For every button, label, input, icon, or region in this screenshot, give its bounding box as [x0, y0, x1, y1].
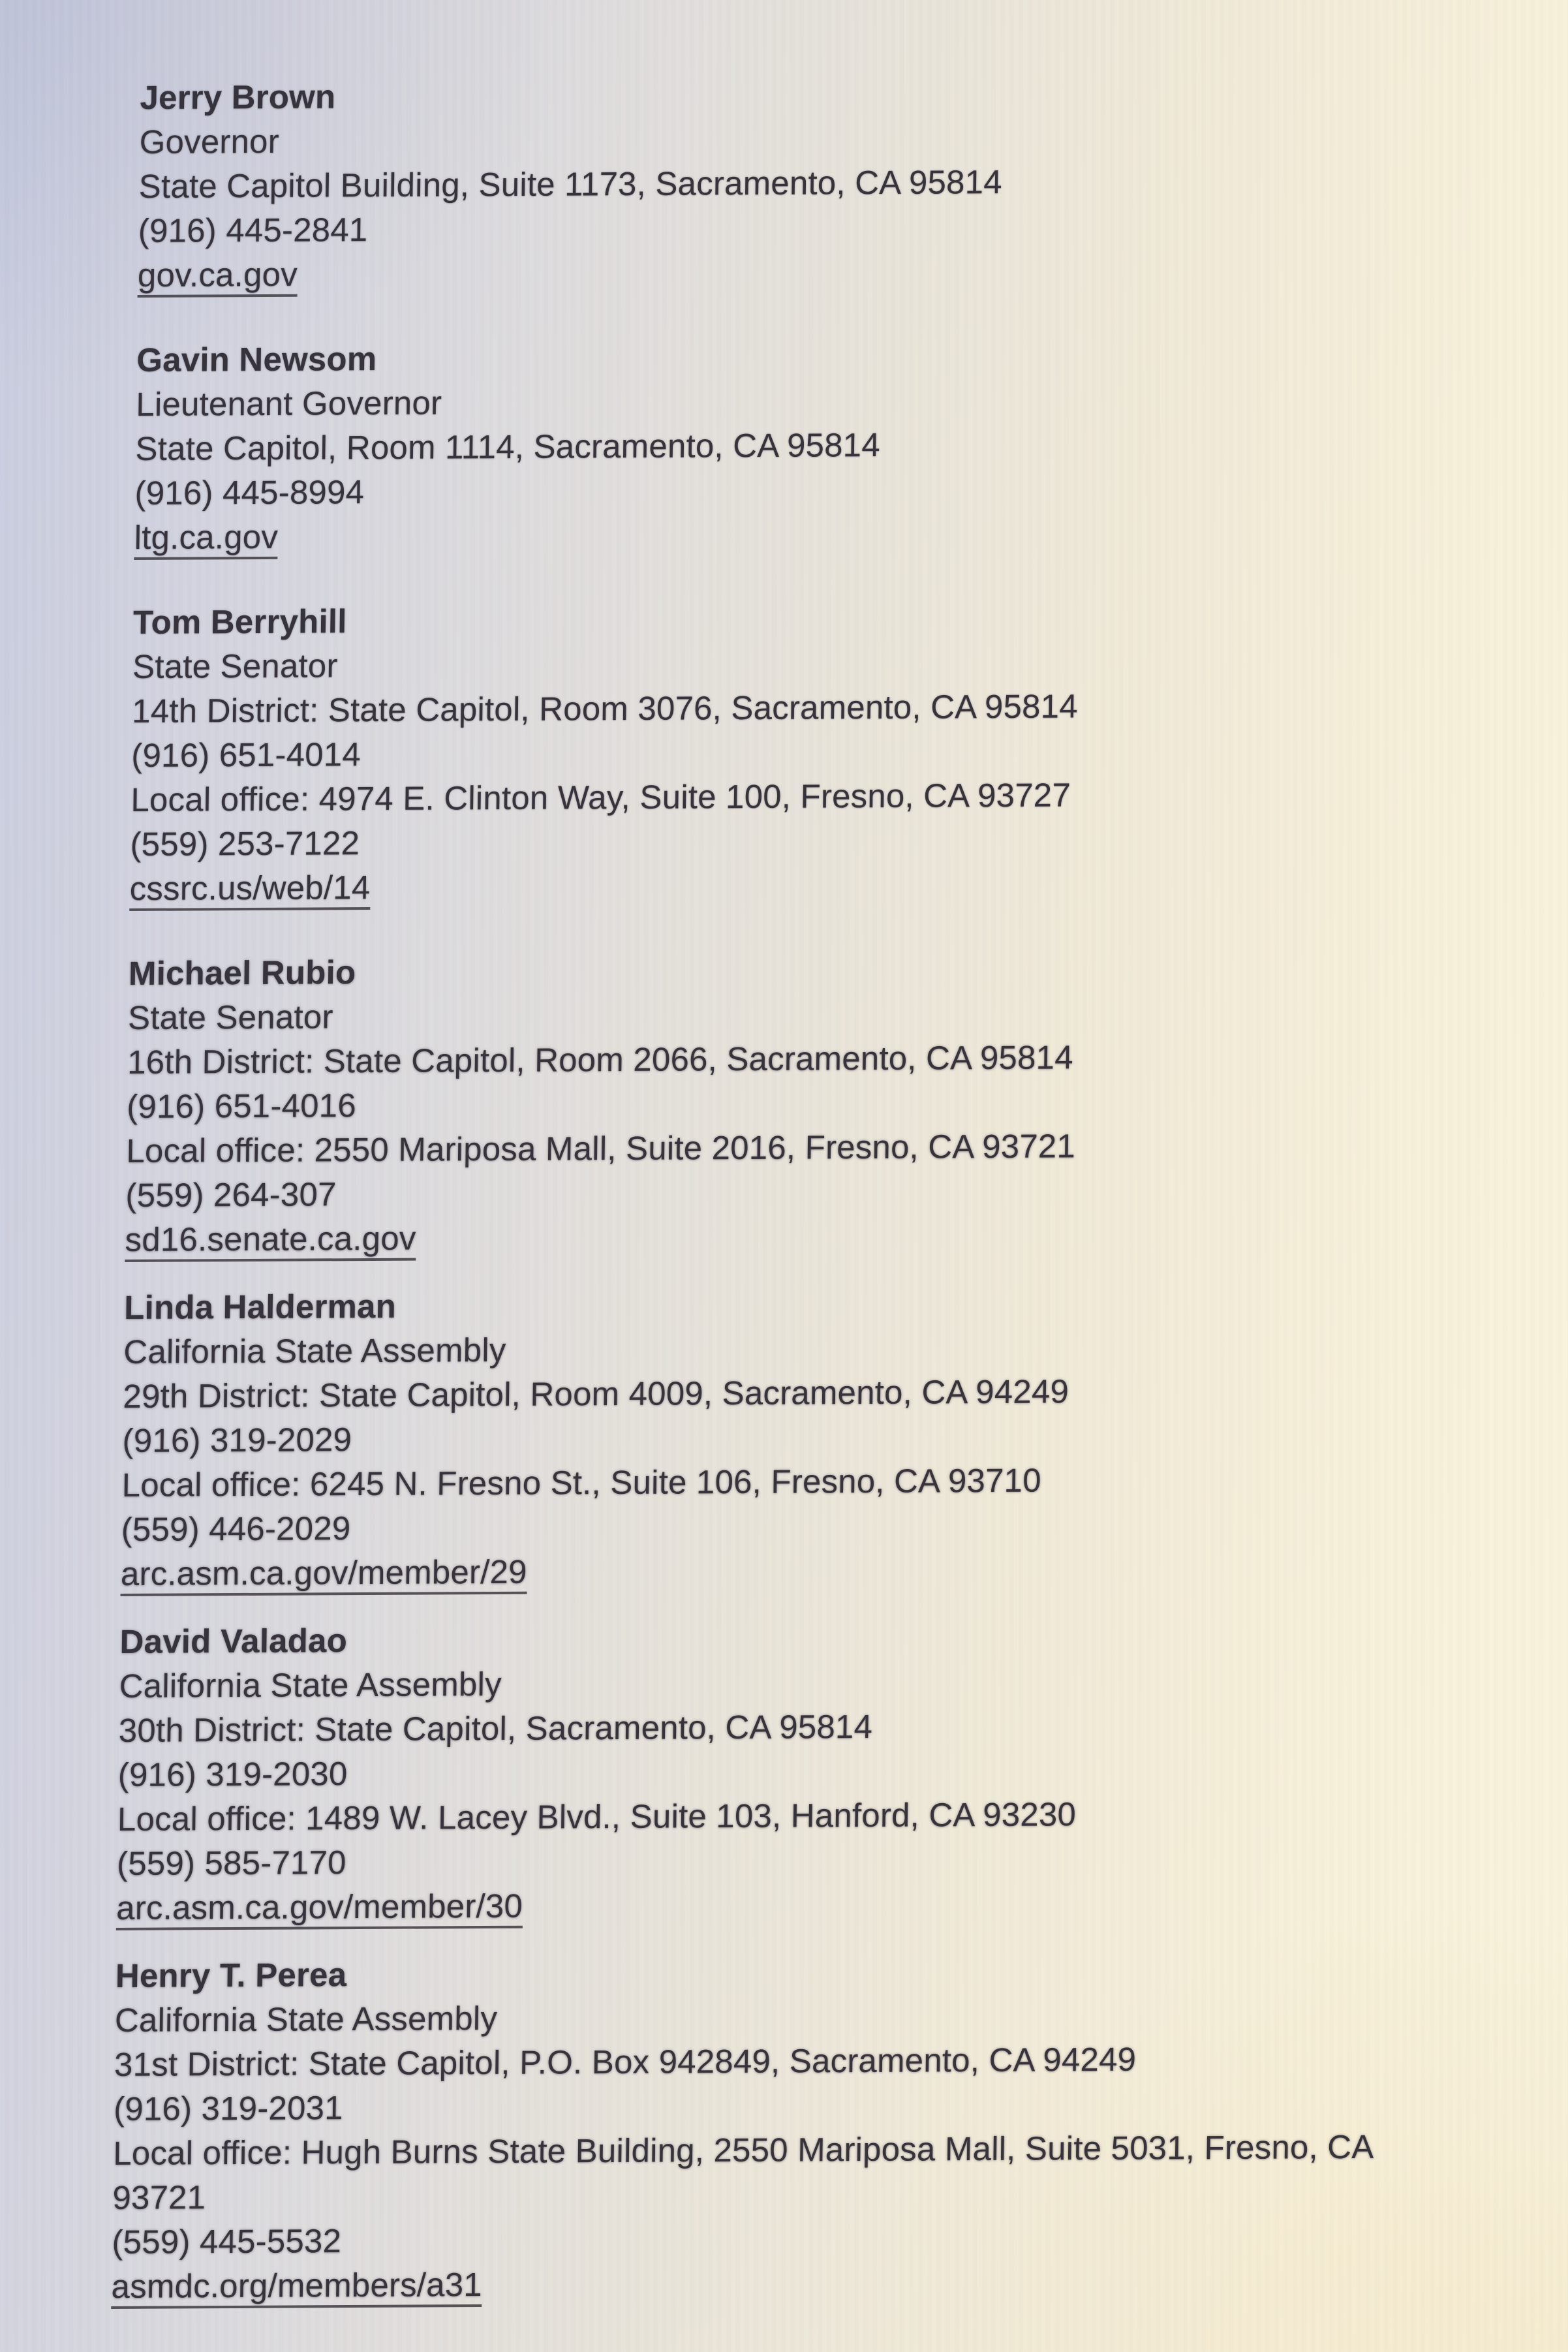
local-office-line: Local office: 6245 N. Fresno St., Suite 106, Fresno, CA 93710	[121, 1461, 1042, 1504]
website-line	[116, 1879, 1525, 1930]
phone-line: (916) 651-4014	[131, 735, 361, 774]
phone-line: (916) 651-4016	[126, 1087, 357, 1125]
phone-line: (559) 253-7122	[130, 824, 360, 863]
official-name: Henry T. Perea	[115, 1956, 347, 1994]
district-line: 30th District: State Capitol, Sacramento, CA 95814	[118, 1707, 873, 1749]
phone-line: (916) 319-2030	[117, 1755, 348, 1793]
district-line: 31st District: State Capitol, P.O. Box 942849, Sacramento, CA 94249	[114, 2040, 1137, 2083]
phone-line: (559) 264-307	[125, 1175, 337, 1214]
phone-line: (559) 446-2029	[121, 1509, 351, 1548]
official-title: California State Assembly	[123, 1331, 506, 1370]
website-url: asmdc.org/members/a31	[111, 2266, 482, 2309]
local-office-line: Local office: 1489 W. Lacey Blvd., Suite 103, Hanford, CA 93230	[117, 1795, 1077, 1838]
official-name: Michael Rubio	[128, 953, 356, 992]
phone-line: (916) 319-2031	[113, 2089, 344, 2128]
official-entry-tom-berryhill	[129, 593, 1541, 911]
contact-line: State Capitol Building, Suite 1173, Sacramento, CA 95814	[138, 163, 1003, 205]
official-title: State Senator	[127, 998, 333, 1036]
website-url: arc.asm.ca.gov/member/30	[116, 1887, 523, 1930]
official-title: Lieutenant Governor	[136, 384, 442, 423]
official-entry-david-valadao	[116, 1613, 1528, 1930]
website-line	[134, 508, 1543, 560]
official-name: Jerry Brown	[140, 78, 336, 116]
district-line: 29th District: State Capitol, Room 4009, Sacramento, CA 94249	[123, 1372, 1069, 1415]
website-line	[138, 246, 1546, 298]
official-entry-linda-halderman	[120, 1278, 1532, 1596]
official-title: California State Assembly	[114, 1999, 498, 2039]
official-name: Tom Berryhill	[132, 602, 347, 641]
official-entry-michael-rubio	[125, 944, 1537, 1262]
official-entry-jerry-brown	[138, 69, 1549, 298]
official-title: Governor	[139, 122, 280, 161]
official-name: David Valadao	[119, 1622, 348, 1660]
district-line: 16th District: State Capitol, Room 2066, Sacramento, CA 95814	[127, 1038, 1074, 1081]
phone-line: (559) 585-7170	[116, 1844, 347, 1882]
website-line	[111, 2257, 1520, 2309]
official-title: State Senator	[132, 647, 339, 685]
website-url: sd16.senate.ca.gov	[125, 1220, 416, 1262]
official-entry-henry-t-perea	[111, 1947, 1524, 2309]
local-office-zip-line: 93721	[112, 2178, 206, 2216]
website-line	[125, 1211, 1533, 1262]
website-url: arc.asm.ca.gov/member/29	[120, 1553, 527, 1596]
phone-line: (916) 445-8994	[134, 473, 365, 512]
phone-line: (916) 445-2841	[138, 211, 368, 249]
website-line	[120, 1545, 1529, 1596]
website-line	[129, 859, 1538, 911]
official-title: California State Assembly	[119, 1665, 502, 1705]
phone-line: (559) 445-5532	[112, 2222, 342, 2261]
website-url: cssrc.us/web/14	[129, 869, 371, 911]
contact-line: State Capitol, Room 1114, Sacramento, CA 95814	[135, 426, 881, 467]
official-name: Gavin Newsom	[136, 340, 377, 379]
local-office-line: Local office: 2550 Mariposa Mall, Suite 2016, Fresno, CA 93721	[126, 1127, 1076, 1169]
local-office-line: Local office: 4974 E. Clinton Way, Suite 100, Fresno, CA 93727	[131, 776, 1071, 818]
website-url: gov.ca.gov	[138, 256, 298, 298]
official-name: Linda Halderman	[123, 1287, 397, 1326]
phone-line: (916) 319-2029	[122, 1421, 352, 1459]
official-entry-gavin-newsom	[134, 331, 1545, 560]
local-office-line: Local office: Hugh Burns State Building, 2550 Mariposa Mall, Suite 5031, Fresno, CA	[112, 2128, 1374, 2172]
website-url: ltg.ca.gov	[134, 518, 278, 560]
district-line: 14th District: State Capitol, Room 3076, Sacramento, CA 95814	[131, 687, 1079, 730]
